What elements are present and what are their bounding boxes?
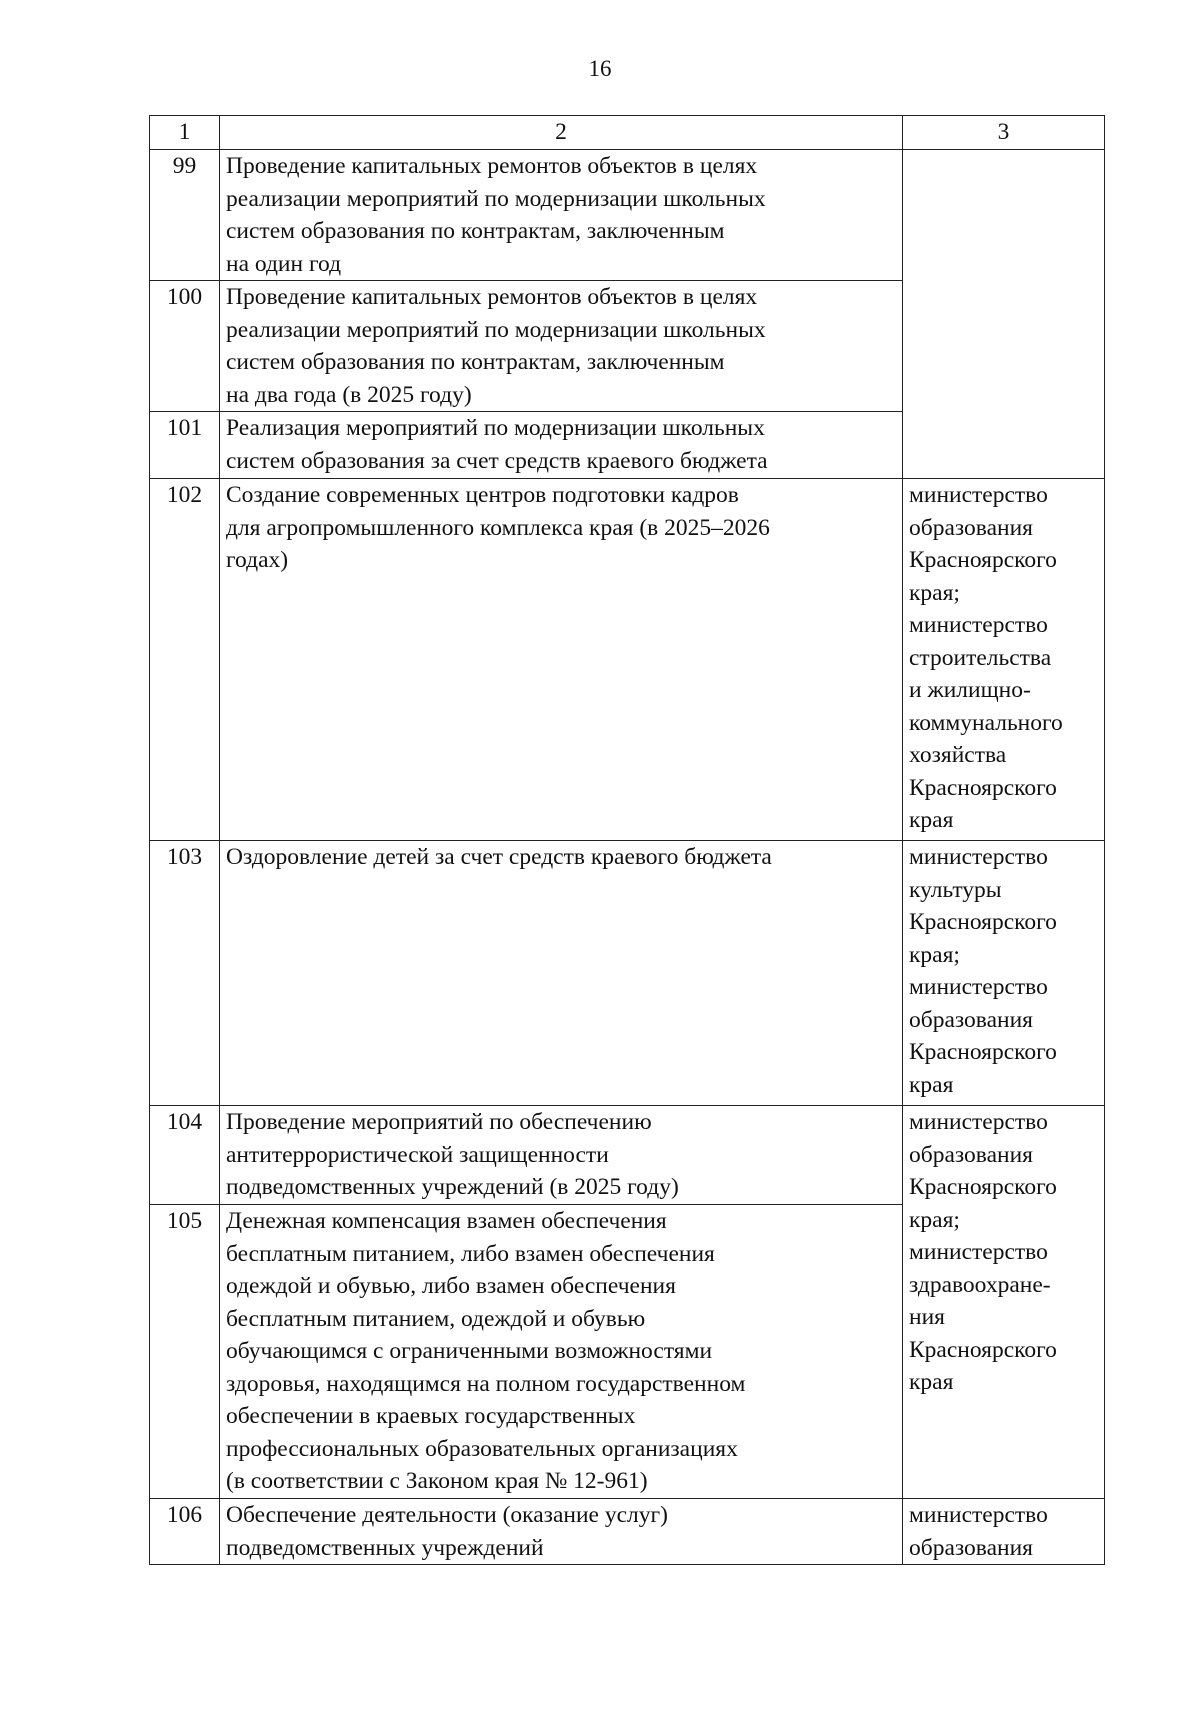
table-row [150, 150, 1105, 281]
responsible-cell-empty [903, 150, 1105, 479]
measure-text: Обеспечение деятельности (оказание услуг) подведомственных учреждений [220, 1499, 903, 1565]
table-row [150, 1106, 1105, 1205]
row-number: 99 [150, 150, 220, 281]
row-number: 105 [150, 1205, 220, 1499]
row-number: 101 [150, 412, 220, 479]
measure-text: Проведение мероприятий по обеспечению антитеррористической защищенности подведомственных учреждений (в 2025 году) [220, 1106, 903, 1205]
row-number: 104 [150, 1106, 220, 1205]
page-number: 16 [588, 56, 612, 81]
measure-text: Создание современных центров подготовки кадров для агропромышленного комплекса края (в 2025–2026 годах) [220, 479, 903, 841]
measure-text: Денежная компенсация взамен обеспечения бесплатным питанием, либо взамен обеспечения одеждой и обувью, либо взамен обеспечения бесплатным питанием, одеждой и обувью обучающимся с ограниченными возможностями здоровья, находящимся на полном государственном обеспечении в краевых государственных профессиональных образовательных организациях (в соответствии с Законом края № 12-961) [220, 1205, 903, 1499]
measure-text: Реализация мероприятий по модернизации школьных систем образования за счет средств краевого бюджета [220, 412, 903, 479]
table-row [150, 1499, 1105, 1565]
measures-table [149, 115, 1105, 1565]
measure-text: Оздоровление детей за счет средств краевого бюджета [220, 841, 903, 1106]
responsible-text: министерство культуры Красноярского края; министерство образования Красноярского края [903, 841, 1105, 1106]
column-header-3: 3 [903, 116, 1105, 150]
row-number: 103 [150, 841, 220, 1106]
table-row [150, 479, 1105, 841]
row-number: 102 [150, 479, 220, 841]
responsible-text: министерство образования Красноярского края; министерство здравоохране- ния Красноярского края [903, 1106, 1105, 1499]
table-row [150, 841, 1105, 1106]
measure-text: Проведение капитальных ремонтов объектов в целях реализации мероприятий по модернизации школьных систем образования по контрактам, заключенным на два года (в 2025 году) [220, 281, 903, 412]
measure-text: Проведение капитальных ремонтов объектов в целях реализации мероприятий по модернизации школьных систем образования по контрактам, заключенным на один год [220, 150, 903, 281]
row-number: 106 [150, 1499, 220, 1565]
responsible-text: министерство образования [903, 1499, 1105, 1565]
table-header-row [150, 116, 1105, 150]
column-header-2: 2 [220, 116, 903, 150]
column-header-1: 1 [150, 116, 220, 150]
row-number: 100 [150, 281, 220, 412]
responsible-text: министерство образования Красноярского края; министерство строительства и жилищно- коммунального хозяйства Красноярского края [903, 479, 1105, 841]
